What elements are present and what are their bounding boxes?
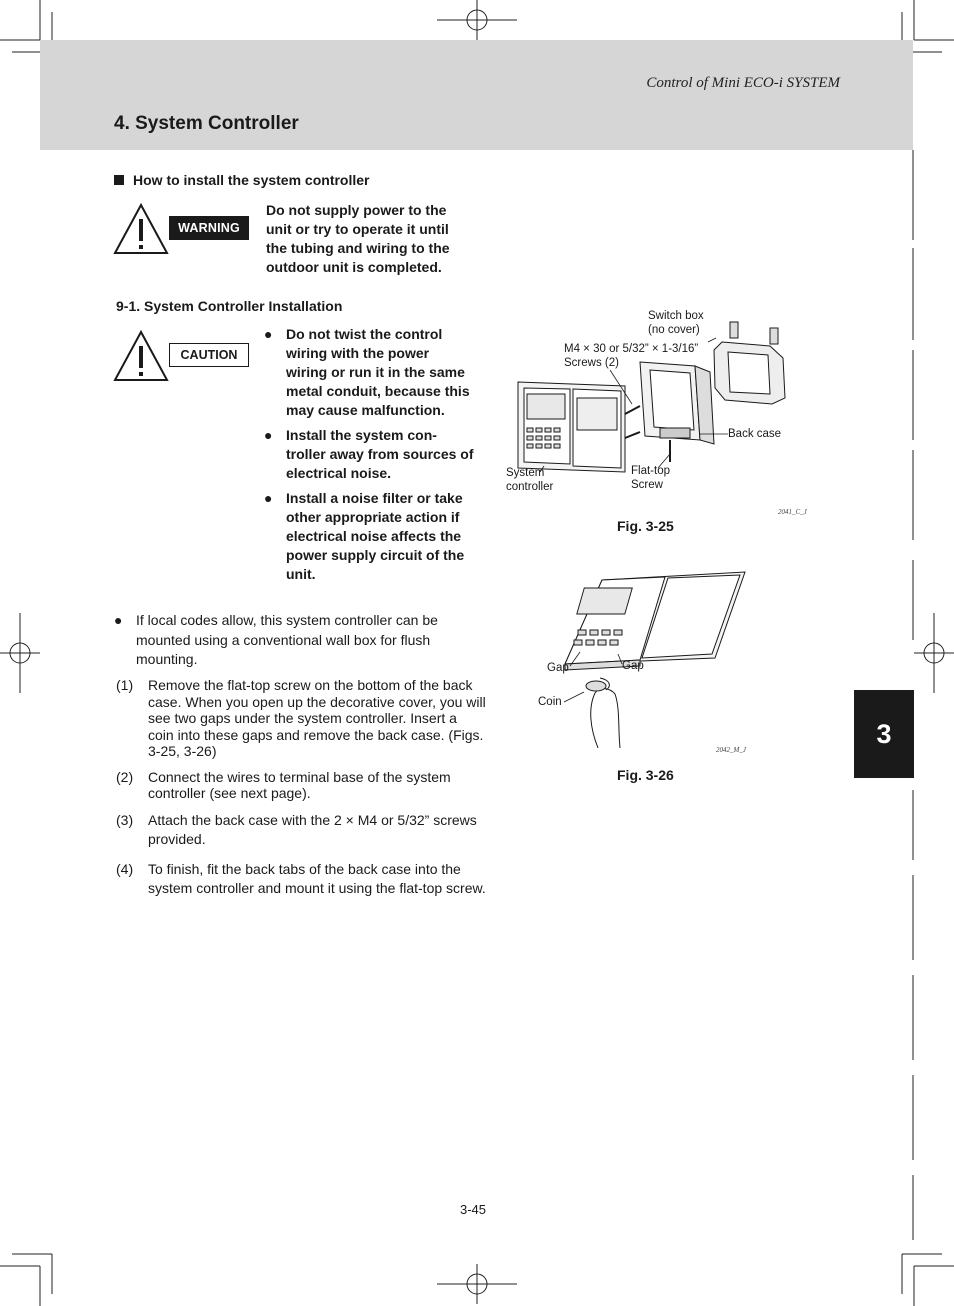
bullet-icon: ● [114,612,123,628]
caution-item-text: Install a noise filter or take other appropriate action if electrical noise affects the power supply circuit of the unit. [286,490,465,582]
bullet-icon: ● [264,326,273,342]
square-bullet-icon [114,175,124,185]
fig-3-26-caption: Fig. 3-26 [617,767,674,783]
caution-item-text: Do not twist the control wiring with the power wiring or run it in the same metal conduit, because this may cause malfunction. [286,326,470,418]
screws-label [564,342,698,370]
subsection-heading: 9-1. System Controller Installation [116,298,343,314]
switch-box-label-line2: (no cover) [648,324,700,336]
gap-right-label: Gap [622,660,644,672]
back-case-label: Back case [728,428,782,440]
fig-3-26-illustration [540,568,760,753]
step-text: Connect the wires to terminal base of the system controller (see next page). [148,768,451,801]
screws-label-line1: M4 × 30 or 5/32” × 1-3/16” [564,343,699,355]
caution-item [264,489,474,584]
flat-top-screw-label-line1: Flat-top [631,465,670,477]
step-item [116,811,486,850]
chapter-tab: 3 [854,690,914,778]
step-number: (3) [116,811,134,828]
page-title: 4. System Controller [114,113,299,134]
caution-list [264,325,474,590]
system-controller-label-line2: controller [506,481,554,493]
coin-label: Coin [538,696,562,708]
caution-badge: CAUTION [169,343,249,367]
step-text: To finish, fit the back tabs of the back case into the system controller and mount it using the flat-top screw. [148,860,486,896]
screws-label-line2: Screws (2) [564,357,619,369]
system-controller-label-line1: System [506,467,545,479]
warning-triangle-icon [113,203,169,255]
fig-3-26-code: 2042_M_J [716,746,746,754]
step-text: Remove the flat-top screw on the bottom of the back case. When you open up the decorative cover, you will see two gaps under the system controller. Insert a coin into these gaps and remove the back case. (Figs. 3-25, 3-26) [148,677,486,759]
header-subtitle: Control of Mini ECO-i SYSTEM [646,75,840,91]
caution-triangle-icon [113,330,169,382]
step-item [116,769,486,802]
step-number: (4) [116,860,134,877]
fig-3-25-code: 2041_C_J [778,508,807,516]
step-number: (2) [116,768,134,785]
switch-box-label [648,309,704,337]
body-bullet-text: If local codes allow, this system controller can be mounted using a conventional wall box for flush mounting. [136,612,438,667]
step-text: Attach the back case with the 2 × M4 or 5/32” screws provided. [148,811,477,847]
system-controller-label [506,466,553,494]
caution-item [264,325,474,420]
warning-text: Do not supply power to the unit or try to operate it until the tubing and wiring to the outdoor unit is completed. [266,202,450,275]
page-number: 3-45 [460,1202,487,1217]
caution-item [264,426,474,483]
warning-badge: WARNING [169,216,249,240]
gap-left-label: Gap [547,662,569,674]
step-item [116,860,486,898]
flat-top-screw-label-line2: Screw [631,479,663,491]
step-item [116,677,486,760]
section-heading [114,172,370,188]
steps-list [116,677,486,907]
step-number: (1) [116,677,134,693]
body-bullet [114,611,459,670]
section-heading-text: How to install the system controller [133,172,370,188]
bullet-icon: ● [264,490,273,506]
bullet-icon: ● [264,427,273,443]
flat-top-screw-label [631,464,670,492]
caution-item-text: Install the system con-troller away from sources of electrical noise. [286,427,474,481]
fig-3-25-caption: Fig. 3-25 [617,518,674,534]
switch-box-label-line1: Switch box [648,310,704,322]
